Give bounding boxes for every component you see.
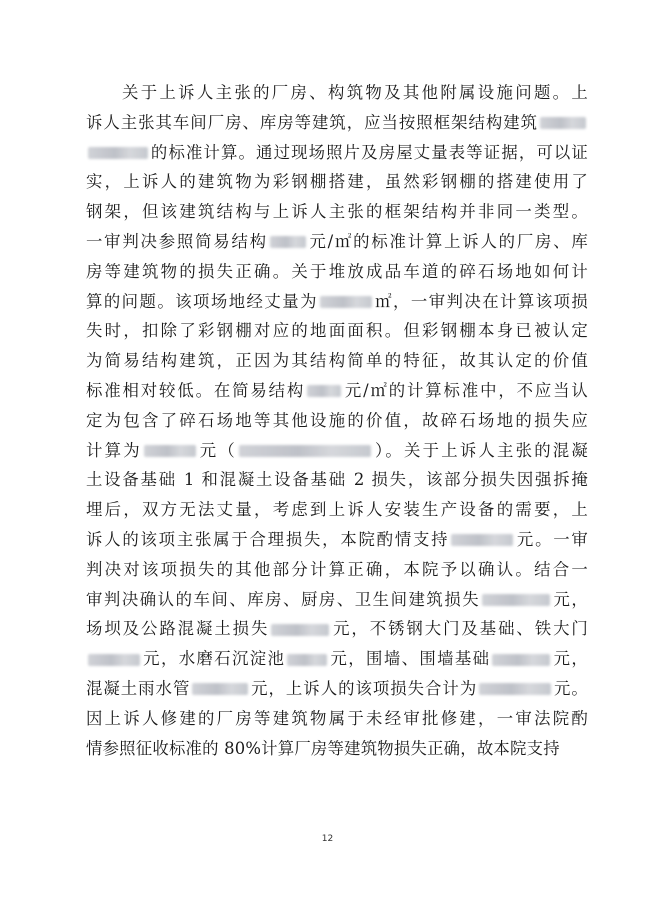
text-line: [86, 525, 588, 555]
text-line: [86, 316, 588, 346]
text-line: [86, 406, 588, 436]
text-segment: 因上诉人修建的厂房等建筑物属于未经审批修建，一审法院酌: [86, 708, 588, 728]
text-segment: 诉人的该项主张属于合理损失，本院酌情支持: [86, 529, 450, 549]
text-segment: 元。: [553, 678, 588, 698]
text-segment: 元/㎡的计算标准中，不应当认: [343, 380, 588, 400]
redacted-value: [239, 445, 371, 457]
text-line: [86, 167, 588, 197]
text-segment: 元，上诉人的该项损失合计为: [250, 678, 478, 698]
text-segment: 算的问题。该项场地经丈量为: [86, 291, 318, 311]
text-segment: 土设备基础 1 和混凝土设备基础 2 损失，该部分损失因强拆掩: [86, 470, 588, 490]
text-segment: 为简易结构建筑，正因为其结构简单的特征，故其认定的价值: [86, 351, 588, 371]
text-segment: 房等建筑物的损失正确。关于堆放成品车道的碎石场地如何计: [86, 261, 588, 281]
text-line: [86, 614, 588, 644]
text-segment: 场坝及公路混凝土损失: [86, 619, 270, 639]
redacted-value: [144, 445, 196, 457]
text-segment: 诉人主张其车间厂房、库房等建筑，应当按照框架结构建筑: [86, 112, 538, 132]
text-segment: 钢架，但该建筑结构与上诉人主张的框架结构并非同一类型。: [86, 202, 588, 222]
text-segment: 元，不锈钢大门及基础、铁大门: [331, 619, 588, 639]
page-number: 12: [321, 834, 334, 844]
redacted-value: [320, 296, 372, 308]
text-segment: 定为包含了碎石场地等其他设施的价值，故碎石场地的损失应: [86, 410, 588, 430]
text-segment: 判决对该项损失的其他部分计算正确，本院予以确认。结合一: [86, 559, 588, 579]
text-segment: 实，上诉人的建筑物为彩钢棚搭建，虽然彩钢棚的搭建使用了: [86, 172, 588, 192]
text-segment: 关于上诉人主张的厂房、构筑物及其他附属设施问题。上: [122, 83, 588, 102]
text-segment: 情参照征收标准的 80%计算厂房等建筑物损失正确，故本院支持: [86, 738, 560, 758]
document-body: [86, 78, 588, 763]
text-segment: 元，水磨石沉淀池: [142, 649, 286, 669]
redacted-value: [482, 594, 550, 606]
text-line: [86, 465, 588, 495]
redacted-value: [88, 654, 140, 666]
text-line: [86, 704, 588, 734]
text-segment: 混凝土雨水管: [86, 678, 191, 698]
text-line: [86, 376, 588, 406]
text-line: [86, 257, 588, 287]
redacted-value: [479, 683, 551, 695]
text-segment: 元。一审: [515, 529, 588, 549]
text-line: [86, 555, 588, 585]
redacted-value: [270, 236, 306, 248]
redacted-value: [451, 534, 513, 546]
text-segment: 审判决确认的车间、库房、厨房、卫生间建筑损失: [86, 589, 481, 609]
text-segment: 元（: [197, 440, 238, 460]
text-segment: 一审判决参照简易结构: [86, 231, 268, 251]
text-segment: 元，: [552, 589, 588, 609]
text-line: [86, 734, 588, 764]
text-segment: 的标准计算。通过现场照片及房屋丈量表等证据，可以证: [150, 142, 588, 162]
text-segment: 元/㎡的标准计算上诉人的厂房、库: [307, 231, 588, 251]
redacted-value: [307, 385, 341, 397]
text-line: [86, 78, 588, 108]
text-segment: 失时，扣除了彩钢棚对应的地面面积。但彩钢棚本身已被认定: [86, 321, 588, 341]
text-line: [86, 138, 588, 168]
text-segment: 计算为: [86, 440, 142, 460]
text-line: [86, 108, 588, 138]
text-line: [86, 585, 588, 615]
text-segment: ）。关于上诉人主张的混凝: [373, 440, 588, 460]
redacted-value: [287, 654, 327, 666]
text-segment: 埋后，双方无法丈量，考虑到上诉人安装生产设备的需要，上: [86, 500, 588, 520]
redacted-value: [192, 683, 248, 695]
redacted-value: [271, 624, 329, 636]
text-line: [86, 644, 588, 674]
text-line: [86, 436, 588, 466]
text-line: [86, 346, 588, 376]
redacted-value: [540, 117, 586, 129]
text-segment: 标准相对较低。在简易结构: [86, 380, 306, 400]
text-segment: 元，围墙、围墙基础: [329, 649, 491, 669]
text-line: [86, 227, 588, 257]
text-line: [86, 495, 588, 525]
text-line: [86, 674, 588, 704]
redacted-value: [492, 654, 550, 666]
text-segment: 元，: [552, 649, 588, 669]
text-line: [86, 287, 588, 317]
text-line: [86, 197, 588, 227]
redacted-value: [88, 147, 148, 159]
text-segment: ㎡，一审判决在计算该项损: [373, 291, 588, 311]
